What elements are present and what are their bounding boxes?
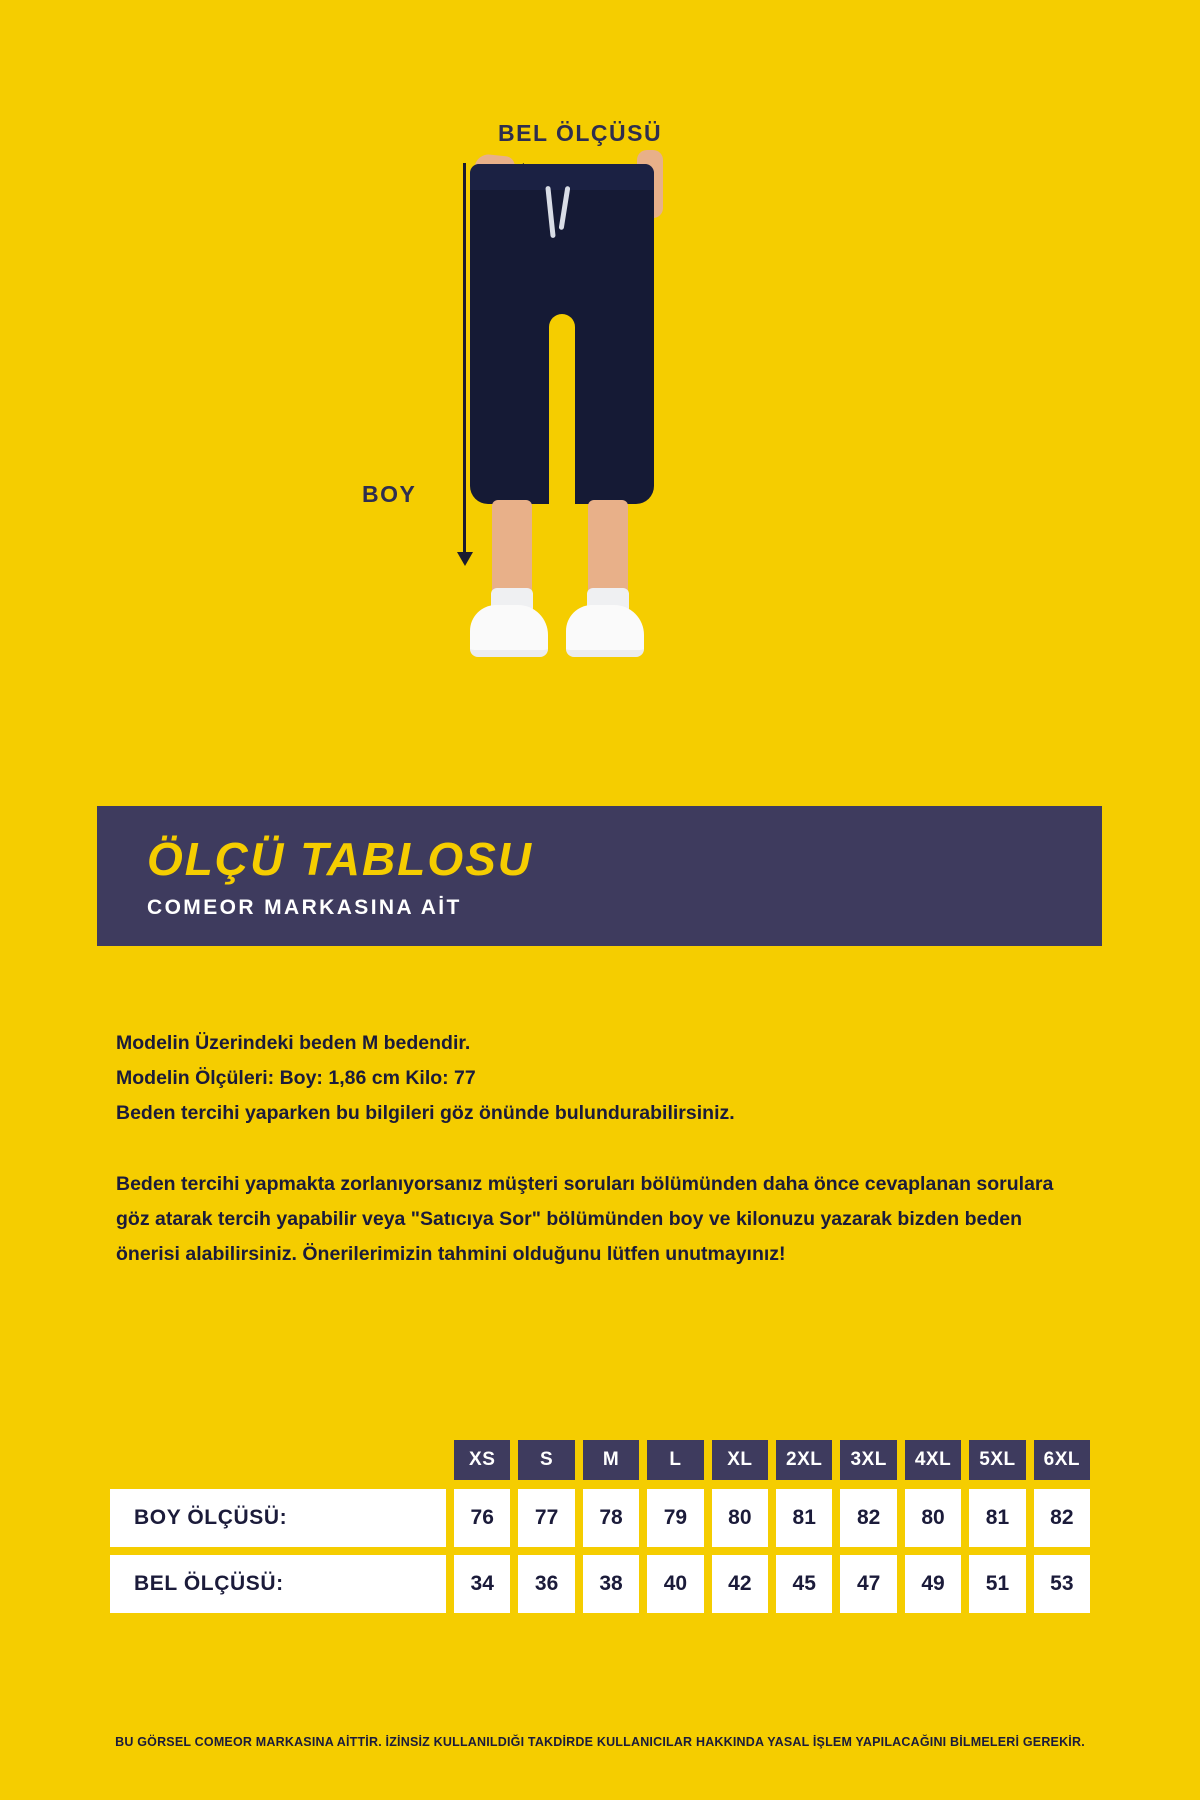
size-header-cell: 5XL bbox=[969, 1440, 1025, 1480]
header-row-spacer bbox=[110, 1440, 446, 1480]
measure-cell: 81 bbox=[776, 1489, 832, 1547]
measure-cell: 77 bbox=[518, 1489, 574, 1547]
model-shoe-left bbox=[470, 605, 548, 657]
copy-line-3: Beden tercihi yaparken bu bilgileri göz önünde bulundurabilirsiniz. bbox=[116, 1102, 735, 1124]
measure-cell: 53 bbox=[1034, 1555, 1090, 1613]
copy-line-2: Modelin Ölçüleri: Boy: 1,86 cm Kilo: 77 bbox=[116, 1067, 476, 1089]
measure-cell: 38 bbox=[583, 1555, 639, 1613]
waist-value-cells bbox=[446, 1555, 1090, 1613]
size-table-header-row bbox=[110, 1440, 1090, 1480]
size-header-cell: M bbox=[583, 1440, 639, 1480]
table-row bbox=[110, 1489, 1090, 1547]
model-shoe-right bbox=[566, 605, 644, 657]
arrow-bar-vertical bbox=[463, 163, 466, 555]
length-measure-label: BOY bbox=[362, 481, 417, 507]
measure-cell: 45 bbox=[776, 1555, 832, 1613]
banner bbox=[97, 806, 1102, 946]
measure-cell: 79 bbox=[647, 1489, 703, 1547]
size-header-cell: XS bbox=[454, 1440, 510, 1480]
measure-cell: 82 bbox=[840, 1489, 896, 1547]
size-header-cell: S bbox=[518, 1440, 574, 1480]
measure-cell: 76 bbox=[454, 1489, 510, 1547]
measure-cell: 51 bbox=[969, 1555, 1025, 1613]
legal-footer: BU GÖRSEL COMEOR MARKASINA AİTTİR. İZİNSİZ KULLANILDIĞI TAKDİRDE KULLANICILAR HAKKINDA YASAL İŞLEM YAPILACAĞINI BİLMELERİ GEREKİR. bbox=[115, 1735, 1085, 1749]
measure-cell: 81 bbox=[969, 1489, 1025, 1547]
size-header-cell: 6XL bbox=[1034, 1440, 1090, 1480]
measure-cell: 40 bbox=[647, 1555, 703, 1613]
size-header-cell: L bbox=[647, 1440, 703, 1480]
measure-cell: 42 bbox=[712, 1555, 768, 1613]
row-label-waist: BEL ÖLÇÜSÜ: bbox=[110, 1555, 446, 1613]
model-photo bbox=[470, 150, 730, 710]
row-label-length: BOY ÖLÇÜSÜ: bbox=[110, 1489, 446, 1547]
measure-cell: 78 bbox=[583, 1489, 639, 1547]
measure-cell: 47 bbox=[840, 1555, 896, 1613]
table-row bbox=[110, 1555, 1090, 1613]
length-value-cells bbox=[446, 1489, 1090, 1547]
waist-measure-label: BEL ÖLÇÜSÜ bbox=[498, 120, 663, 146]
size-header-cell: 3XL bbox=[840, 1440, 896, 1480]
product-illustration bbox=[0, 0, 1200, 790]
measure-cell: 34 bbox=[454, 1555, 510, 1613]
size-header-cell: XL bbox=[712, 1440, 768, 1480]
size-header-cells bbox=[446, 1440, 1090, 1480]
measure-cell: 49 bbox=[905, 1555, 961, 1613]
banner-subtitle: COMEOR MARKASINA AİT bbox=[147, 896, 462, 919]
size-header-cell: 4XL bbox=[905, 1440, 961, 1480]
size-header-cell: 2XL bbox=[776, 1440, 832, 1480]
measure-cell: 36 bbox=[518, 1555, 574, 1613]
pants-waistband bbox=[470, 164, 654, 190]
copy-paragraph-2: Beden tercihi yapmakta zorlanıyorsanız müşteri soruları bölümünden daha önce cevaplanan sorulara göz atarak tercih yapabilir veya "Satıcıya Sor" bölümünden boy ve kilonuzu yazarak bizden beden önerisi alabilirsiniz. Önerilerimizin tahmini olduğunu lütfen unutmayınız! bbox=[116, 1173, 1054, 1265]
banner-title: ÖLÇÜ TABLOSU bbox=[147, 833, 534, 885]
measure-cell: 80 bbox=[905, 1489, 961, 1547]
measure-cell: 80 bbox=[712, 1489, 768, 1547]
info-copy bbox=[116, 1026, 1076, 1272]
measure-cell: 82 bbox=[1034, 1489, 1090, 1547]
copy-line-1: Modelin Üzerindeki beden M bedendir. bbox=[116, 1032, 471, 1054]
size-table bbox=[110, 1440, 1090, 1621]
